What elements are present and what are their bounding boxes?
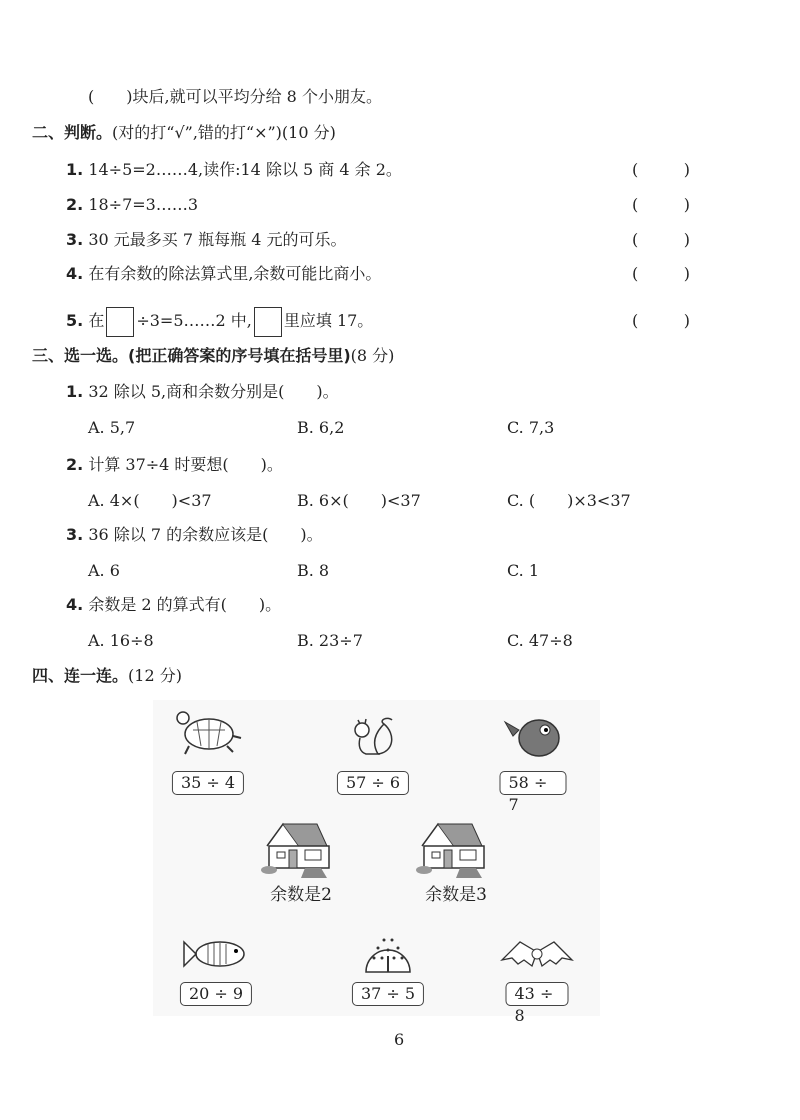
answer-paren-5[interactable] [632,311,690,330]
option-c[interactable]: C. ( )×3<37 [507,491,631,510]
choice-question-3 [66,525,323,545]
item-text: 18÷7=3……3 [88,195,199,214]
section-title: 四、连一连。 [32,666,129,685]
item-number: 2. [66,195,84,214]
option-a[interactable]: A. 16÷8 [88,631,154,650]
open-paren: ( [632,264,639,283]
expression-card[interactable]: 35 ÷ 4 [172,771,244,795]
option-a[interactable]: A. 5,7 [88,418,136,437]
judge-item-4 [66,264,381,284]
fish-icon [182,934,250,974]
section-note: (8 分) [350,346,395,365]
option-b[interactable]: B. 8 [297,561,330,580]
remainder-label[interactable]: 余数是3 [425,885,487,905]
matching-area [153,700,600,1025]
option-a[interactable]: A. 6 [88,561,120,580]
item-number: 2. [66,455,84,474]
close-paren: ) [683,230,690,249]
question-text: 36 除以 7 的余数应该是( )。 [88,525,323,544]
open-paren: ( [632,195,639,214]
item-text: 在 [88,311,105,330]
section-note: (对的打“√”,错的打“×”)(10 分) [112,123,336,142]
item-number: 1. [66,160,84,179]
expression-card[interactable]: 20 ÷ 9 [180,982,252,1006]
squirrel-icon [348,714,398,762]
answer-blank[interactable]: ( ) [88,87,133,106]
question-text: 计算 37÷4 时要想( )。 [88,455,283,474]
section-note: (12 分) [128,666,182,685]
bat-icon [500,938,574,972]
peacock-icon [362,928,414,978]
section3-heading [32,346,394,366]
item-number: 4. [66,595,84,614]
close-paren: ) [683,311,690,330]
close-paren: ) [683,195,690,214]
choice-question-4 [66,595,281,615]
expression-card[interactable]: 58 ÷ 7 [500,771,567,795]
judge-item-3 [66,230,346,250]
option-b[interactable]: B. 6,2 [297,418,345,437]
option-b[interactable]: B. 6×( )<37 [297,491,421,510]
page-number: 6 [394,1030,405,1049]
turtle-icon [173,706,243,758]
item-text: ÷3=5……2 中, [136,311,252,330]
house-icon [416,816,496,878]
option-c[interactable]: C. 47÷8 [507,631,573,650]
answer-paren-2[interactable] [632,195,690,214]
judge-item-5 [66,306,373,337]
item-text: 30 元最多买 7 瓶每瓶 4 元的可乐。 [88,230,347,249]
section4-heading [32,666,182,686]
option-c[interactable]: C. 1 [507,561,540,580]
item-text: 在有余数的除法算式里,余数可能比商小。 [88,264,382,283]
expression-card[interactable]: 57 ÷ 6 [337,771,409,795]
question-text: 块后,就可以平均分给 8 个小朋友。 [132,87,382,106]
answer-paren-3[interactable] [632,230,690,249]
open-paren: ( [632,311,639,330]
judge-item-1 [66,160,402,180]
item-text: 里应填 17。 [283,311,374,330]
open-paren: ( [632,160,639,179]
expression-card[interactable]: 37 ÷ 5 [352,982,424,1006]
open-paren: ( [632,230,639,249]
expression-card[interactable]: 43 ÷ 8 [506,982,569,1006]
close-paren: ) [683,160,690,179]
blank-box [106,307,134,337]
judge-item-2 [66,195,198,215]
item-text: 14÷5=2……4,读作:14 除以 5 商 4 余 2。 [88,160,402,179]
option-b[interactable]: B. 23÷7 [297,631,363,650]
choice-question-2 [66,455,283,475]
item-number: 3. [66,525,84,544]
blank-box [254,307,282,337]
item-number: 3. [66,230,84,249]
option-c[interactable]: C. 7,3 [507,418,555,437]
top-line [88,87,382,107]
item-number: 1. [66,382,84,401]
question-text: 余数是 2 的算式有( )。 [88,595,282,614]
answer-paren-4[interactable] [632,264,690,283]
item-number: 5. [66,311,84,330]
section-title: 二、判断。 [32,123,113,142]
item-number: 4. [66,264,84,283]
answer-paren-1[interactable] [632,160,690,179]
question-text: 32 除以 5,商和余数分别是( )。 [88,382,339,401]
choice-question-1 [66,382,339,402]
remainder-label[interactable]: 余数是2 [270,885,332,905]
house-icon [261,816,341,878]
close-paren: ) [683,264,690,283]
fish-icon [501,710,565,762]
section-title: 三、选一选。(把正确答案的序号填在括号里) [32,346,351,365]
section2-heading [32,123,336,143]
option-a[interactable]: A. 4×( )<37 [88,491,212,510]
